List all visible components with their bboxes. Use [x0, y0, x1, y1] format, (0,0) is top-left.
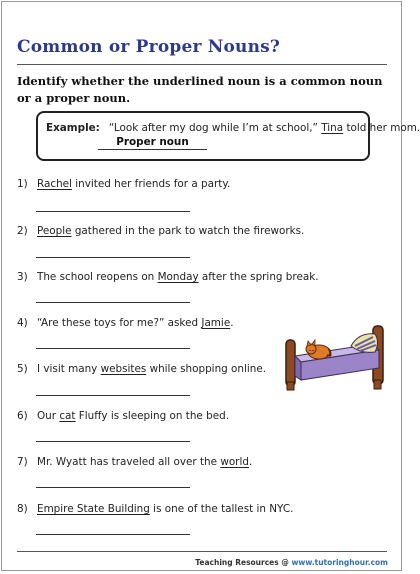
question-text-before: I visit many [37, 363, 101, 375]
question-6 [17, 410, 229, 422]
question-noun: Jamie [201, 317, 231, 329]
question-text-before: The school reopens on [37, 271, 158, 283]
question-text-after: while shopping online. [146, 363, 267, 375]
answer-line-3[interactable] [36, 302, 190, 303]
question-2 [17, 225, 304, 237]
example-answer: Proper noun [98, 136, 207, 150]
question-text-after: after the spring break. [198, 271, 319, 283]
question-number: 8) [17, 503, 28, 515]
question-3 [17, 271, 319, 283]
example-sentence [46, 122, 420, 134]
question-text-after: invited her friends for a party. [71, 178, 231, 190]
answer-line-2[interactable] [36, 257, 190, 258]
footer-divider [17, 551, 387, 552]
answer-line-7[interactable] [36, 487, 190, 488]
question-text-before: Mr. Wyatt has traveled all over the [37, 456, 221, 468]
question-text-after: gathered in the park to watch the fireworks. [71, 225, 305, 237]
sleeping-cat-on-bed-illustration [283, 322, 391, 392]
instructions: Identify whether the underlined noun is a common noun or a proper noun. [17, 74, 383, 105]
footer-prefix: Teaching Resources @ [195, 558, 289, 567]
question-number: 3) [17, 271, 28, 283]
question-5 [17, 363, 266, 375]
question-number: 5) [17, 363, 28, 375]
question-1 [17, 178, 230, 190]
example-noun: Tina [321, 122, 344, 134]
example-text-before: “Look after my dog while I’m at school,” [108, 122, 318, 134]
question-4 [17, 317, 234, 329]
question-text-after: . [248, 456, 253, 468]
answer-line-1[interactable] [36, 211, 190, 212]
answer-line-5[interactable] [36, 395, 190, 396]
footer [195, 558, 388, 567]
question-noun: People [37, 225, 72, 237]
question-text-before: “Are these toys for me?” asked [37, 317, 202, 329]
worksheet-title: Common or Proper Nouns? [17, 37, 281, 57]
question-noun: cat [59, 410, 76, 422]
question-noun: Monday [157, 271, 199, 283]
question-text-after: . [230, 317, 234, 329]
question-number: 6) [17, 410, 28, 422]
question-text-after: is one of the tallest in NYC. [149, 503, 294, 515]
answer-line-6[interactable] [36, 441, 190, 442]
answer-line-4[interactable] [36, 348, 190, 349]
example-box [36, 111, 420, 161]
question-text-before: Our [37, 410, 60, 422]
question-number: 1) [17, 178, 28, 190]
example-label: Example: [46, 122, 100, 134]
question-noun: websites [100, 363, 147, 375]
question-text-after: Fluffy is sleeping on the bed. [75, 410, 230, 422]
question-number: 2) [17, 225, 28, 237]
answer-line-8[interactable] [36, 534, 190, 535]
example-text-after: told her mom. [346, 122, 420, 134]
question-noun: Rachel [37, 178, 72, 190]
title-divider [17, 64, 387, 65]
question-noun: Empire State Building [37, 503, 150, 515]
question-noun: world [220, 456, 249, 468]
question-number: 4) [17, 317, 28, 329]
footer-url-link[interactable]: www.tutoringhour.com [291, 558, 388, 567]
question-7 [17, 456, 252, 468]
question-8 [17, 503, 293, 515]
question-number: 7) [17, 456, 28, 468]
